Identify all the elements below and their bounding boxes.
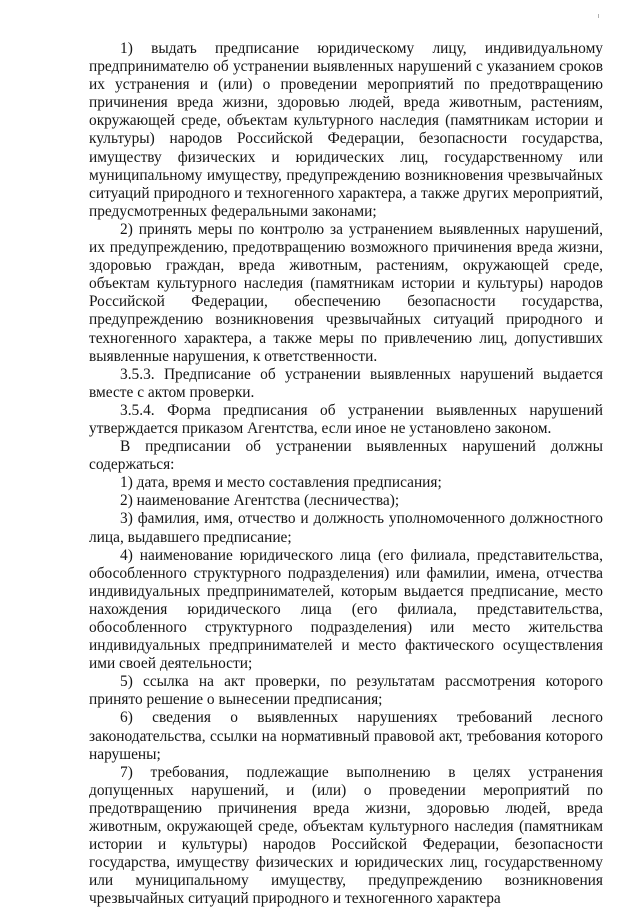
paragraph-3-5-3: 3.5.3. Предписание об устранении выявленных нарушений выдается вместе с актом проверки.	[89, 365, 603, 401]
list-item-7: 7) требования, подлежащие выполнению в целях устранения допущенных нарушений, и (или) о проведении мероприятий по предотвращению причинения вреда жизни, здоровью людей, вреда животным, окружающей среде, объектам культурного наследия (памятникам истории и культуры) народов Российской Федерации, безопасности государства, имуществу физических и юридических лиц, государственному или муниципальному имуществу, предупреждению возникновения чрезвычайных ситуаций природного и техногенного характера	[89, 763, 603, 908]
document-body	[89, 40, 603, 909]
paragraph-item-2: 2) принять меры по контролю за устранением выявленных нарушений, их предупреждению, предотвращению возможного причинения вреда жизни, здоровью граждан, вреда животным, растениям, окружающей среде, объектам культурного наследия (памятникам истории и культуры) народов Российской Федерации, обеспечению безопасности государства, предупреждению возникновения чрезвычайных ситуаций природного и техногенного характера, а также меры по привлечению лиц, допустивших выявленные нарушения, к ответственности.	[89, 220, 603, 365]
scan-mark	[598, 14, 599, 18]
paragraph-3-5-4: 3.5.4. Форма предписания об устранении выявленных нарушений утверждается приказом Агентства, если иное не установлено законом.	[89, 401, 603, 437]
list-item-6: 6) сведения о выявленных нарушениях требований лесного законодательства, ссылки на нормативный правовой акт, требования которого нарушены;	[89, 709, 603, 763]
list-item-3: 3) фамилия, имя, отчество и должность уполномоченного должностного лица, выдавшего предписание;	[89, 510, 603, 546]
list-item-2: 2) наименование Агентства (лесничества);	[120, 492, 400, 510]
list-item-4: 4) наименование юридического лица (его филиала, представительства, обособленного структурного подразделения) или фамилии, имена, отчества индивидуальных предпринимателей, которым выдается предписание, место нахождения юридического лица (его филиала, представительства, обособленного структурного подразделения) или место жительства индивидуальных предпринимателей и место фактического осуществления ими своей деятельности;	[89, 546, 603, 673]
paragraph-content-intro: В предписании об устранении выявленных нарушений должны содержаться:	[89, 438, 603, 474]
paragraph-item-1: 1) выдать предписание юридическому лицу, индивидуальному предпринимателю об устранении выявленных нарушений с указанием сроков их устранения и (или) о проведении мероприятий по предотвращению причинения вреда жизни, здоровью людей, вреда животным, растениям, окружающей среде, объектам культурного наследия (памятникам истории и культуры) народов Российской Федерации, безопасности государства, имуществу физических и юридических лиц, государственному или муниципальному имуществу, предупреждению возникновения чрезвычайных ситуаций природного и техногенного характера, а также других мероприятий, предусмотренных федеральными законами;	[89, 40, 603, 220]
list-item-5: 5) ссылка на акт проверки, по результатам рассмотрения которого принято решение о вынесении предписания;	[89, 673, 603, 709]
list-item-1: 1) дата, время и место составления предписания;	[120, 474, 442, 492]
